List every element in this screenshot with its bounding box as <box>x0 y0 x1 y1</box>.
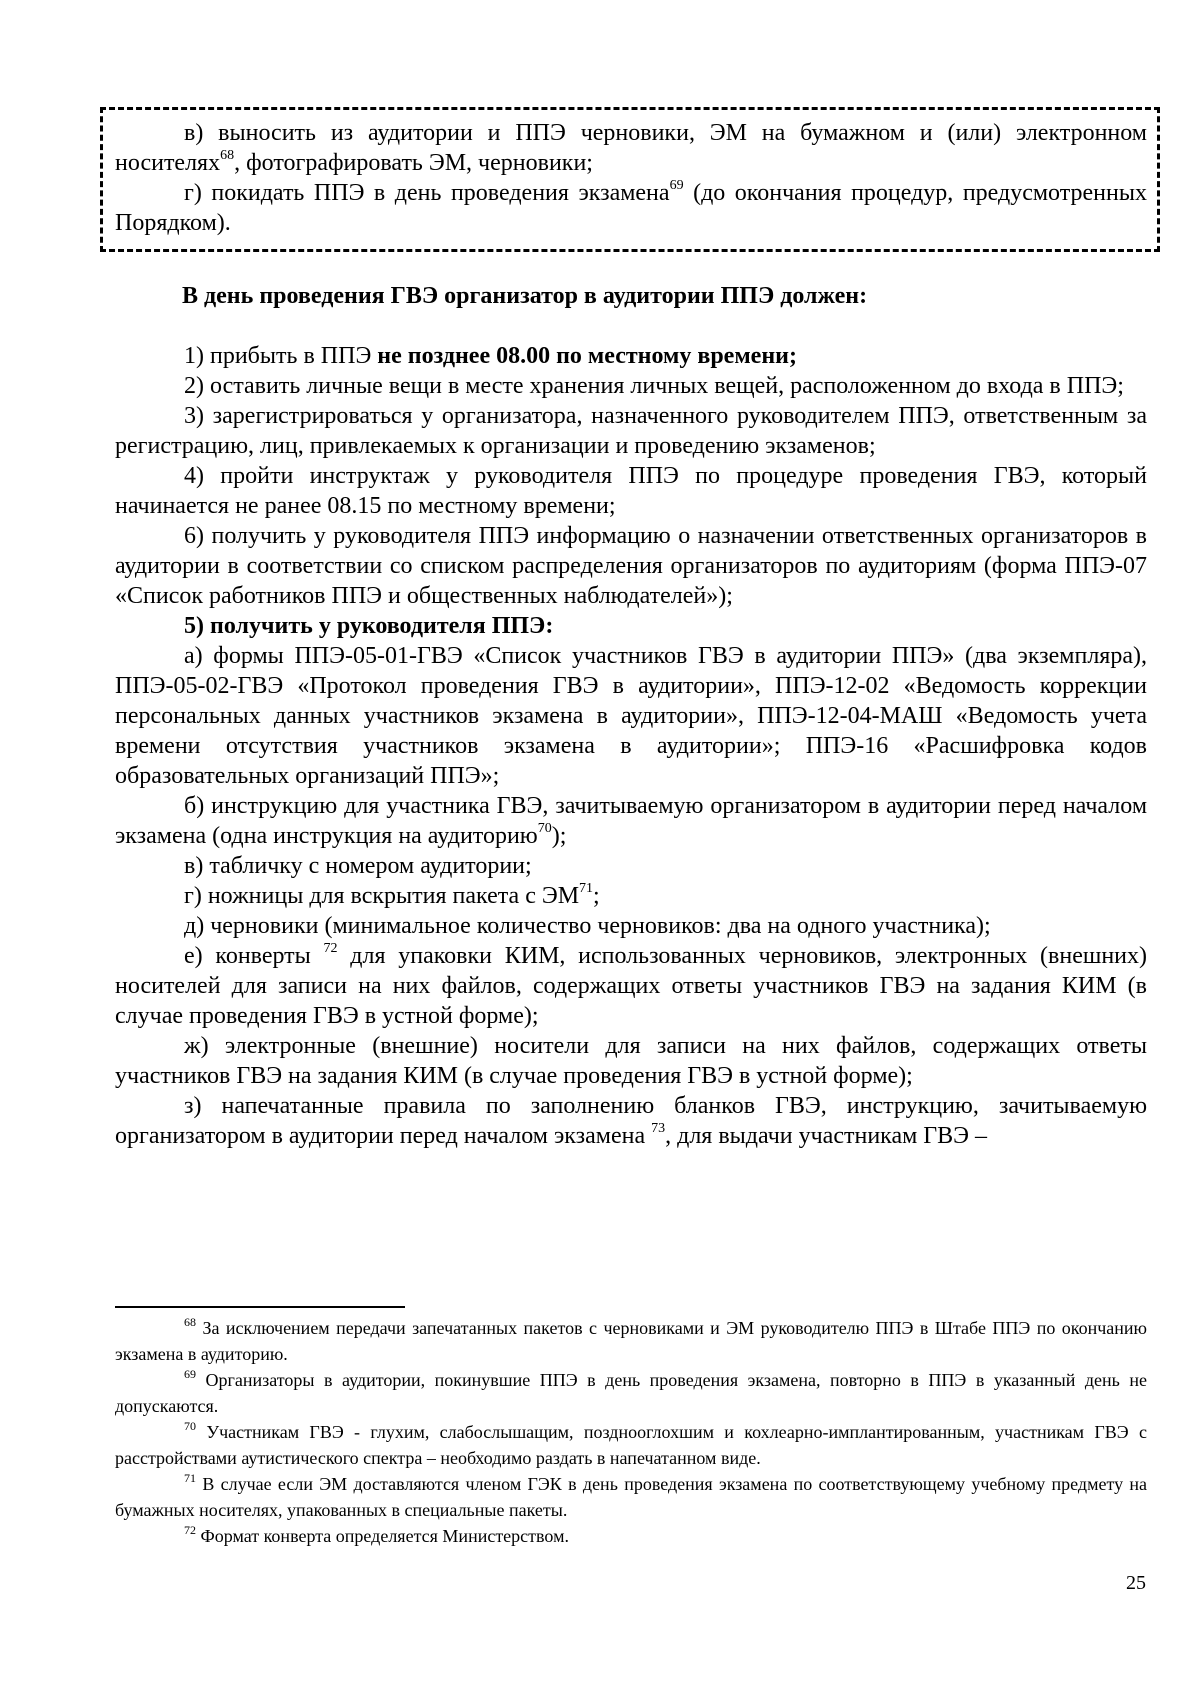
footnote: $^{72}$ Формат конверта определяется Министерством. <box>184 1523 569 1546</box>
footnote-separator <box>115 1306 405 1308</box>
framed-prohibitions <box>115 118 1147 238</box>
duties-list <box>115 341 1147 1151</box>
duty-item-6: 6) получить у руководителя ППЭ информацию о назначении ответственных организаторов в аудитории в соответствии со списком распределения организаторов по аудиториям (форма ППЭ-07 «Список работников ППЭ и общественных наблюдателей»); <box>115 523 1147 609</box>
duty-item-3: 3) зарегистрироваться у организатора, назначенного руководителем ППЭ, ответственным за регистрацию, лиц, привлекаемых к организации и проведению экзаменов; <box>115 403 1147 459</box>
section-heading: В день проведения ГВЭ организатор в аудитории ППЭ должен: <box>182 283 868 309</box>
subitem-v: в) табличку с номером аудитории; <box>184 853 532 879</box>
subitem-b: б) инструкцию для участника ГВЭ, зачитываемую организатором в аудитории перед началом экзамена (одна инструкция на аудиторию$^{70}$); <box>115 793 1147 849</box>
subitem-a: а) формы ППЭ-05-01-ГВЭ «Список участников ГВЭ в аудитории ППЭ» (два экземпляра), ППЭ-05-02-ГВЭ «Протокол проведения ГВЭ в аудитории», ППЭ-12-02 «Ведомость коррекции персональных данных участников экзамена в аудитории», ППЭ-12-04-МАШ «Ведомость учета времени отсутствия участников экзамена в аудитории»; ППЭ-16 «Расшифровка кодов образовательных организаций ППЭ»; <box>115 643 1147 789</box>
footnote-ref: 70 <box>537 821 552 836</box>
footnote-ref: 68 <box>220 148 235 163</box>
footnote-ref: 72 <box>323 941 338 956</box>
page-number: 25 <box>1126 1572 1146 1594</box>
subitem-g: г) ножницы для вскрытия пакета с ЭМ$^{71}$; <box>184 881 600 909</box>
prohibition-item-v: в) выносить из аудитории и ППЭ черновики, ЭМ на бумажном и (или) электронном носителях$^{68}$, фотографировать ЭМ, черновики; <box>115 120 1147 176</box>
duty-item-2: 2) оставить личные вещи в месте хранения личных вещей, расположенном до входа в ППЭ; <box>184 373 1124 399</box>
duty-item-1: 1) прибыть в ППЭ не позднее 08.00 по местному времени; <box>184 343 797 369</box>
duty-item-4: 4) пройти инструктаж у руководителя ППЭ по процедуре проведения ГВЭ, который начинается не ранее 08.15 по местному времени; <box>115 463 1147 519</box>
subitem-e: е) конверты $^{72}$ для упаковки КИМ, использованных черновиков, электронных (внешних) носителей для записи на них файлов, содержащих ответы участников ГВЭ на задания КИМ (в случае проведения ГВЭ в устной форме); <box>115 941 1148 1029</box>
subitem-z: з) напечатанные правила по заполнению бланков ГВЭ, инструкцию, зачитываемую организатором в аудитории перед началом экзамена $^{73}$, для выдачи участникам ГВЭ – <box>115 1093 1147 1149</box>
footnote-ref: 71 <box>579 881 594 896</box>
subitem-zh: ж) электронные (внешние) носители для записи на них файлов, содержащих ответы участников ГВЭ на задания КИМ (в случае проведения ГВЭ в устной форме); <box>115 1033 1147 1089</box>
prohibition-item-g: г) покидать ППЭ в день проведения экзамена$^{69}$ (до окончания процедур, предусмотренных Порядком). <box>115 178 1147 236</box>
footnote: $^{71}$ В случае если ЭМ доставляются членом ГЭК в день проведения экзамена по соответствующему учебному предмету на бумажных носителях, упакованных в специальные пакеты. <box>115 1471 1148 1520</box>
footnote: $^{70}$ Участникам ГВЭ - глухим, слабослышащим, позднооглохшим и кохлеарно-имплантированным, участникам ГВЭ с расстройствами аутистического спектра – необходимо раздать в напечатанном виде. <box>115 1419 1148 1468</box>
subitem-d: д) черновики (минимальное количество черновиков: два на одного участника); <box>184 913 991 939</box>
footnote: $^{68}$ За исключением передачи запечатанных пакетов с черновиками и ЭМ руководителю ППЭ в Штабе ППЭ по окончанию экзамена в аудиторию. <box>115 1315 1148 1364</box>
footnotes <box>115 1315 1147 1549</box>
footnote-ref: 69 <box>669 178 684 193</box>
footnote-ref: 73 <box>651 1121 666 1136</box>
footnote: $^{69}$ Организаторы в аудитории, покинувшие ППЭ в день проведения экзамена, повторно в ППЭ в указанный день не допускаются. <box>115 1367 1147 1416</box>
duty-item-5: 5) получить у руководителя ППЭ: <box>184 613 554 639</box>
